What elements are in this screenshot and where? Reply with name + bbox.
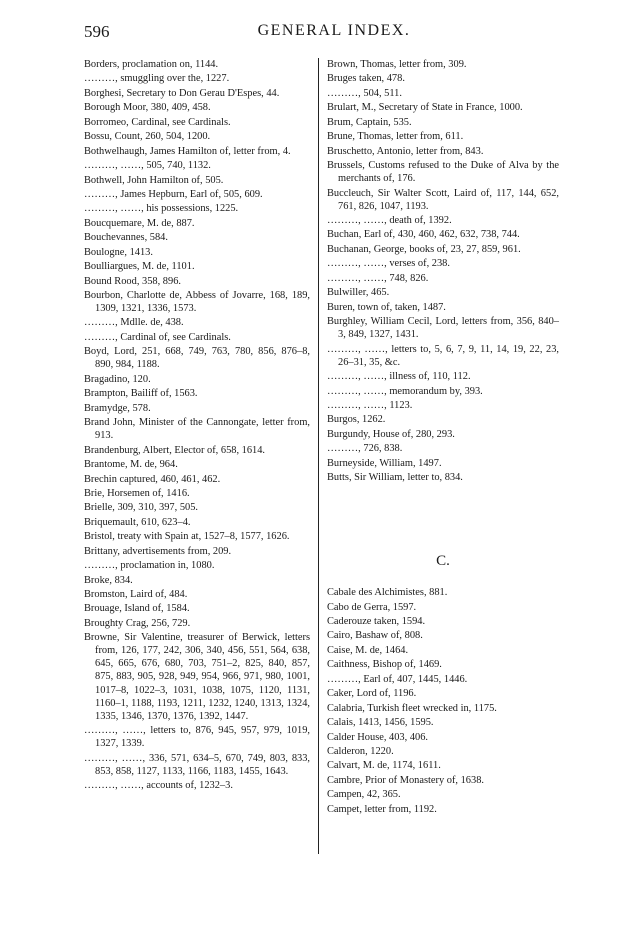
index-entry: Burgundy, House of, 280, 293. bbox=[327, 428, 455, 440]
index-entry: ………, ……, 505, 740, 1132. bbox=[84, 160, 211, 172]
index-entry: Brantome, M. de, 964. bbox=[84, 459, 178, 471]
index-entry: ………, Cardinal of, see Cardinals. bbox=[84, 331, 231, 343]
index-entry: Boucquemare, M. de, 887. bbox=[84, 217, 195, 229]
index-entry: Calvart, M. de, 1174, 1611. bbox=[327, 760, 441, 772]
index-entry: Bothwell, John Hamilton of, 505. bbox=[84, 174, 224, 186]
index-entry: ………, ……, memorandum by, 393. bbox=[327, 385, 483, 397]
index-entry: Brielle, 309, 310, 397, 505. bbox=[84, 502, 198, 514]
index-entry: Burneyside, William, 1497. bbox=[327, 457, 442, 469]
index-entry: Brittany, advertisements from, 209. bbox=[84, 545, 232, 557]
index-entry: Bothwelhaugh, James Hamilton of, letter from, 4. bbox=[84, 145, 291, 157]
index-entry: Caderouze taken, 1594. bbox=[327, 616, 426, 628]
index-entry: Bragadino, 120. bbox=[84, 373, 151, 385]
index-entry: Brampton, Bailiff of, 1563. bbox=[84, 388, 198, 400]
index-entry: Calais, 1413, 1456, 1595. bbox=[327, 717, 434, 729]
index-entry: Broughty Crag, 256, 729. bbox=[84, 617, 191, 629]
index-entry: Bruges taken, 478. bbox=[327, 73, 405, 85]
index-entry: Brandenburg, Albert, Elector of, 658, 1614. bbox=[84, 444, 266, 456]
index-entry: ………, ……, 336, 571, 634–5, 670, 749, 803, 833, 853, 858, 1127, 1133, 1166, 1183, 1455, 1643. bbox=[84, 752, 310, 777]
index-entry: Calabria, Turkish fleet wrecked in, 1175. bbox=[327, 702, 497, 714]
index-entry: ………, ……, 748, 826. bbox=[327, 272, 429, 284]
index-entry: ………, ……, letters to, 5, 6, 7, 9, 11, 14, 19, 22, 23, 26–31, 35, &c. bbox=[327, 343, 559, 368]
running-head: GENERAL INDEX. bbox=[257, 22, 411, 39]
index-entry: Buchanan, George, books of, 23, 27, 859, 961. bbox=[327, 243, 521, 255]
index-entry: Caker, Lord of, 1196. bbox=[327, 688, 417, 700]
index-entry: Brown, Thomas, letter from, 309. bbox=[327, 59, 467, 70]
index-entry: Cairo, Bashaw of, 808. bbox=[327, 630, 423, 642]
index-entry: ………, ……, illness of, 110, 112. bbox=[327, 371, 471, 383]
index-entry: Brie, Horsemen of, 1416. bbox=[84, 487, 190, 499]
index-entry: Calderon, 1220. bbox=[327, 745, 394, 757]
index-entry: ………, 504, 511. bbox=[327, 87, 402, 99]
index-entry: Browne, Sir Valentine, treasurer of Berwick, letters from, 126, 177, 242, 306, 340, 456, 551, 564, 638, 645, 665, 676, 680, 703, 751–2, 825, 840, 857, 875, 883, 905, 928, 949, 954, 966, 971, 980, 1001, 1017–8, 1022–3, 1031, 1038, 1075, 1120, 1131, 1160–1, 1188, 1193, 1211, 1232, 1240, 1313, 1324, 1335, 1346, 1370, 1376, 1392, 1447. bbox=[84, 632, 310, 722]
index-entry: Bulwiller, 465. bbox=[327, 287, 390, 299]
index-entry: ………, 726, 838. bbox=[327, 443, 403, 455]
index-entry: Borough Moor, 380, 409, 458. bbox=[84, 102, 211, 114]
index-entry: Brand John, Minister of the Cannongate, letter from, 913. bbox=[84, 417, 310, 442]
index-entry: Cabo de Gerra, 1597. bbox=[327, 601, 417, 613]
index-entry: Boyd, Lord, 251, 668, 749, 763, 780, 856, 876–8, 890, 984, 1188. bbox=[84, 346, 310, 371]
index-entry: Bromston, Laird of, 484. bbox=[84, 589, 188, 601]
index-column-left bbox=[84, 58, 310, 793]
index-entry: Brune, Thomas, letter from, 611. bbox=[327, 131, 464, 143]
section-letter-heading: C. bbox=[436, 553, 450, 570]
index-entry: Borders, proclamation on, 1144. bbox=[84, 59, 219, 70]
index-entry: Boulogne, 1413. bbox=[84, 246, 153, 258]
index-entry: ………, ……, verses of, 238. bbox=[327, 258, 450, 270]
index-entry: Bouchevannes, 584. bbox=[84, 232, 168, 244]
index-entry: ………, Mdlle. de, 438. bbox=[84, 317, 184, 329]
index-entry: Burghley, William Cecil, Lord, letters from, 356, 840–3, 849, 1327, 1431. bbox=[327, 316, 559, 341]
index-entry: Boulliargues, M. de, 1101. bbox=[84, 261, 195, 273]
index-entry: Caithness, Bishop of, 1469. bbox=[327, 659, 442, 671]
page-number: 596 bbox=[84, 22, 110, 41]
index-entry: Brum, Captain, 535. bbox=[327, 116, 412, 128]
index-entry: ………, smuggling over the, 1227. bbox=[84, 73, 230, 85]
index-entry: Burgos, 1262. bbox=[327, 414, 386, 426]
index-entry: Bramydge, 578. bbox=[84, 402, 151, 414]
index-entry: Brulart, M., Secretary of State in France, 1000. bbox=[327, 102, 523, 114]
index-entry: Bourbon, Charlotte de, Abbess of Jovarre, 168, 189, 1309, 1321, 1336, 1573. bbox=[84, 290, 310, 315]
column-divider bbox=[318, 58, 319, 854]
index-entry: ………, ……, letters to, 876, 945, 957, 979, 1019, 1327, 1339. bbox=[84, 725, 310, 750]
index-entry: ………, ……, his possessions, 1225. bbox=[84, 203, 239, 215]
index-entry: Brechin captured, 460, 461, 462. bbox=[84, 473, 221, 485]
index-entry: Buccleuch, Sir Walter Scott, Laird of, 117, 144, 652, 761, 826, 1047, 1193. bbox=[327, 187, 559, 212]
index-entry: Broke, 834. bbox=[84, 574, 133, 586]
index-entry: Borghesi, Secretary to Don Gerau D'Espes, 44. bbox=[84, 87, 280, 99]
index-entry: Borromeo, Cardinal, see Cardinals. bbox=[84, 116, 231, 128]
index-entry: Calder House, 403, 406. bbox=[327, 731, 429, 743]
index-entry: ………, ……, death of, 1392. bbox=[327, 215, 452, 227]
index-entry: Briquemault, 610, 623–4. bbox=[84, 516, 191, 528]
index-entry: Cabale des Alchimistes, 881. bbox=[327, 587, 448, 599]
index-section-c bbox=[327, 586, 559, 816]
index-entry: Bruschetto, Antonio, letter from, 843. bbox=[327, 145, 484, 157]
index-entry: ………, ……, accounts of, 1232–3. bbox=[84, 780, 233, 792]
index-entry: Cambre, Prior of Monastery of, 1638. bbox=[327, 774, 484, 786]
index-section-b bbox=[327, 58, 559, 484]
index-entry: Caise, M. de, 1464. bbox=[327, 644, 409, 656]
index-entry: ………, proclamation in, 1080. bbox=[84, 560, 215, 572]
index-entry: Buchan, Earl of, 430, 460, 462, 632, 738, 744. bbox=[327, 229, 520, 241]
index-entry: ………, Earl of, 407, 1445, 1446. bbox=[327, 673, 468, 685]
index-entry: ………, James Hepburn, Earl of, 505, 609. bbox=[84, 188, 263, 200]
index-entry: Bristol, treaty with Spain at, 1527–8, 1577, 1626. bbox=[84, 531, 290, 543]
index-entry: Butts, Sir William, letter to, 834. bbox=[327, 472, 463, 484]
index-entry: Brussels, Customs refused to the Duke of Alva by the merchants of, 176. bbox=[327, 160, 559, 185]
index-column-right bbox=[327, 58, 559, 817]
index-entry: ………, ……, 1123. bbox=[327, 399, 413, 411]
index-entry: Buren, town of, taken, 1487. bbox=[327, 301, 446, 313]
page-header bbox=[84, 22, 584, 48]
index-entry: Campet, letter from, 1192. bbox=[327, 803, 437, 815]
index-entry: Brouage, Island of, 1584. bbox=[84, 603, 190, 615]
index-entry: Campen, 42, 365. bbox=[327, 789, 401, 801]
index-entry: Bossu, Count, 260, 504, 1200. bbox=[84, 131, 211, 143]
index-entry: Bound Rood, 358, 896. bbox=[84, 275, 181, 287]
